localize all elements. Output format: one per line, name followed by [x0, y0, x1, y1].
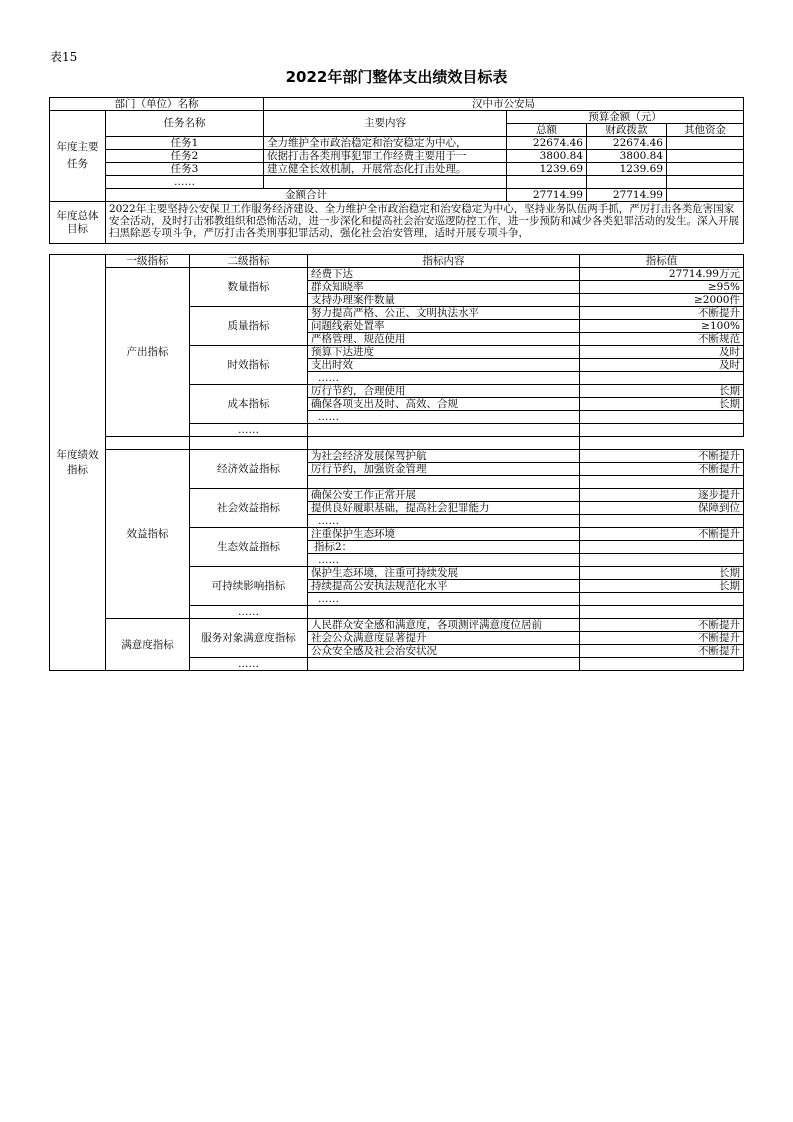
empty-cell: [308, 424, 580, 437]
output-label: 产出指标: [106, 268, 190, 437]
indicator-content: 为社会经济发展保驾护航: [308, 450, 580, 463]
table-row: [50, 163, 744, 176]
dept-value: 汉中市公安局: [264, 98, 744, 111]
sum-fiscal: 27714.99: [587, 189, 667, 202]
indicator-value: 长期: [580, 398, 744, 411]
cost-label: 成本指标: [190, 385, 308, 424]
task-total: 22674.46: [507, 137, 587, 150]
indicator-value: [580, 411, 744, 424]
indicator-value: 及时: [580, 359, 744, 372]
task-fiscal: 22674.46: [587, 137, 667, 150]
fiscal-header: 财政拨款: [587, 124, 667, 137]
indicator-value: 不断提升: [580, 528, 744, 541]
indicator-content: 厉行节约，加强资金管理: [308, 463, 580, 476]
indicator-value: [580, 541, 744, 554]
indicator-content: [308, 476, 580, 489]
indicator-value: [580, 515, 744, 528]
task-name: 任务1: [106, 137, 264, 150]
indicator-value: 长期: [580, 567, 744, 580]
service-label: 服务对象满意度指标: [190, 619, 308, 658]
goal-label: 年度总体目标: [50, 202, 106, 244]
indicator-value: [580, 593, 744, 606]
task-content: 建立健全长效机制，开展常态化打击处理。: [264, 163, 507, 176]
table-row: [50, 137, 744, 150]
other-header: 其他资金: [667, 124, 744, 137]
task-table-main: [49, 97, 744, 244]
indicator-value: 不断提升: [580, 632, 744, 645]
l2-ellipsis: ……: [190, 424, 308, 437]
indicator-value: [580, 554, 744, 567]
indicator-content: ……: [308, 554, 580, 567]
indicator-content: ……: [308, 411, 580, 424]
empty-cell: [308, 658, 580, 671]
indicator-value: [580, 372, 744, 385]
task-total: 3800.84: [507, 150, 587, 163]
indicator-value: 长期: [580, 385, 744, 398]
indicator-content: 严格管理、规范使用: [308, 333, 580, 346]
eco-label: 生态效益指标: [190, 528, 308, 567]
empty-cell: [580, 658, 744, 671]
task-content: 依据打击各类刑事犯罪工作经费主要用于一: [264, 150, 507, 163]
sum-row: [50, 189, 744, 202]
empty-cell: [308, 437, 580, 450]
indicator-value: ≥95%: [580, 281, 744, 294]
empty-cell: [507, 176, 587, 189]
indicator-content: 公众安全感及社会治安状况: [308, 645, 580, 658]
quantity-label: 数量指标: [190, 268, 308, 307]
indicator-value: ≥100%: [580, 320, 744, 333]
indicator-content: 确保公安工作正常开展: [308, 489, 580, 502]
indicator-content: 确保各项支出及时、高效、合规: [308, 398, 580, 411]
total-header: 总额: [507, 124, 587, 137]
l1-header: 一级指标: [106, 255, 190, 268]
indicator-value: 27714.99万元: [580, 268, 744, 281]
table-row: [50, 450, 744, 463]
goal-text: 2022年主要坚持公安保卫工作服务经济建设、全力维护全市政治稳定和治安稳定为中心，坚持业务队伍两手抓，严厉打击各类危害国家安全活动，及时打击邪教组织和恐怖活动，进一步深化和提高社会治安巡逻防控工作，进一步预防和减少各类犯罪活动的发生。深入开展扫黑除恶专项斗争，严厉打击各类刑事犯罪活动，强化社会治安管理，适时开展专项斗争，: [106, 202, 744, 244]
empty-cell: [667, 176, 744, 189]
task-name-header: 任务名称: [106, 111, 264, 137]
l2-ellipsis: ……: [190, 606, 308, 619]
indicator-content: 问题线索处置率: [308, 320, 580, 333]
indicator-value: 长期: [580, 580, 744, 593]
indicator-content: 提供良好履职基础，提高社会犯罪能力: [308, 502, 580, 515]
indicator-content: ……: [308, 593, 580, 606]
satisfaction-label: 满意度指标: [106, 619, 190, 671]
task-name: 任务2: [106, 150, 264, 163]
task-name: 任务3: [106, 163, 264, 176]
page-title: 2022年部门整体支出绩效目标表: [285, 68, 508, 86]
empty-cell: [190, 437, 308, 450]
indicator-content: 保护生态环境，注重可持续发展: [308, 567, 580, 580]
task-content: 全力维护全市政治稳定和治安稳定为中心，: [264, 137, 507, 150]
content-header: 指标内容: [308, 255, 580, 268]
indicator-content: ……: [308, 515, 580, 528]
indicator-content: 经费下达: [308, 268, 580, 281]
task-total: 1239.69: [507, 163, 587, 176]
task-fiscal: 3800.84: [587, 150, 667, 163]
benefit-label: 效益指标: [106, 450, 190, 619]
indicator-content: 持续提高公安执法规范化水平: [308, 580, 580, 593]
task-fiscal: 1239.69: [587, 163, 667, 176]
task-other: [667, 137, 744, 150]
empty-cell: [587, 176, 667, 189]
indicator-value: 不断提升: [580, 619, 744, 632]
empty-cell: [308, 606, 580, 619]
l2-ellipsis: ……: [190, 658, 308, 671]
sum-total: 27714.99: [507, 189, 587, 202]
task-ellipsis: ……: [106, 176, 264, 189]
indicator-content: 社会公众满意度显著提升: [308, 632, 580, 645]
indicator-content: 群众知晓率: [308, 281, 580, 294]
indicator-value: 保障到位: [580, 502, 744, 515]
l2-header: 二级指标: [190, 255, 308, 268]
quality-label: 质量指标: [190, 307, 308, 346]
empty-cell: [264, 176, 507, 189]
indicator-value: 不断提升: [580, 450, 744, 463]
indicator-value: 不断提升: [580, 645, 744, 658]
indicator-content: 支出时效: [308, 359, 580, 372]
empty-cell: [580, 606, 744, 619]
indicator-content: 支持办理案件数量: [308, 294, 580, 307]
indicator-content: ……: [308, 372, 580, 385]
timely-label: 时效指标: [190, 346, 308, 385]
indicator-content: 指标2：: [308, 541, 580, 554]
indicator-value: 不断提升: [580, 463, 744, 476]
indicator-value: 逐步提升: [580, 489, 744, 502]
table-row: [50, 268, 744, 281]
empty-cell: [667, 189, 744, 202]
econ-label: 经济效益指标: [190, 450, 308, 489]
empty-cell: [106, 437, 190, 450]
indicator-value: 及时: [580, 346, 744, 359]
empty-cell: [580, 424, 744, 437]
sustain-label: 可持续影响指标: [190, 567, 308, 606]
table-row: [50, 150, 744, 163]
task-other: [667, 163, 744, 176]
tasks-side-label: 年度主要任务: [50, 111, 106, 202]
task-content-header: 主要内容: [264, 111, 507, 137]
sum-label: 金额合计: [106, 189, 507, 202]
task-other: [667, 150, 744, 163]
table-number: 表15: [50, 50, 78, 64]
dept-label: 部门（单位）名称: [50, 98, 264, 111]
indicator-content: 人民群众安全感和满意度，各项测评满意度位居前: [308, 619, 580, 632]
value-header: 指标值: [580, 255, 744, 268]
social-label: 社会效益指标: [190, 489, 308, 528]
perf-side-label: 年度绩效指标: [50, 255, 106, 671]
performance-table: [49, 254, 744, 671]
table-row: [50, 437, 744, 450]
indicator-content: 努力提高严格、公正、文明执法水平: [308, 307, 580, 320]
budget-header: 预算金额（元）: [507, 111, 744, 124]
indicator-content: 预算下达进度: [308, 346, 580, 359]
indicator-value: ≥2000件: [580, 294, 744, 307]
table-row: [50, 619, 744, 632]
indicator-content: 厉行节约，合理使用: [308, 385, 580, 398]
indicator-value: [580, 476, 744, 489]
indicator-value: 不断规范: [580, 333, 744, 346]
indicator-content: 注重保护生态环境: [308, 528, 580, 541]
indicator-value: 不断提升: [580, 307, 744, 320]
table-row: [50, 176, 744, 189]
